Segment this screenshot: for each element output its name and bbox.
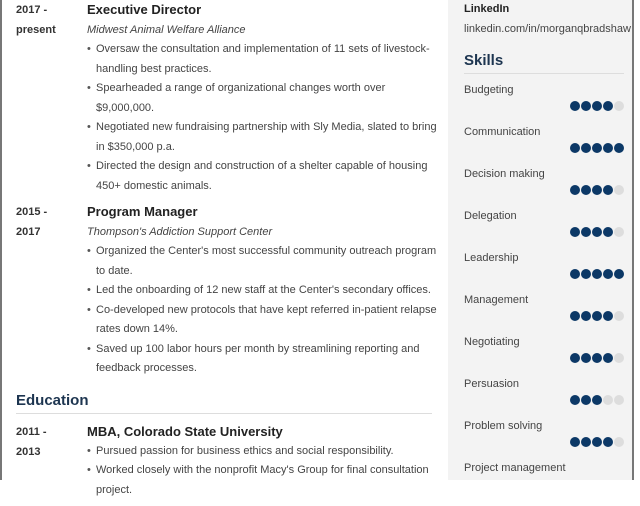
rating-dot-filled [592, 227, 602, 237]
organization: Thompson's Addiction Support Center [87, 226, 273, 238]
organization: Midwest Animal Welfare Alliance [87, 24, 246, 36]
rating-dot-empty [614, 437, 624, 447]
skill-name: Negotiating [464, 336, 520, 348]
rating-dot-filled [570, 353, 580, 363]
rating-dot-filled [581, 353, 591, 363]
skill-name: Delegation [464, 210, 517, 222]
bullet: • Worked closely with the nonprofit Macy's Group for final consultation project. [96, 461, 437, 500]
rating-dot-filled [581, 311, 591, 321]
rating-dot-filled [581, 227, 591, 237]
rating-dot-filled [581, 101, 591, 111]
rating-dot-empty [614, 227, 624, 237]
skill-item [464, 419, 624, 461]
rating-dot-filled [603, 311, 613, 321]
entry-body [87, 422, 437, 501]
background-strip [634, 0, 640, 480]
bullet-list [87, 442, 437, 501]
date-end: present [16, 24, 56, 36]
rating-dot-empty [614, 185, 624, 195]
bullet: • Led the onboarding of 12 new staff at the Center's secondary offices. [96, 281, 437, 301]
skill-item [464, 293, 624, 335]
rating-dot-filled [614, 269, 624, 279]
rating-dot-filled [581, 269, 591, 279]
bullet: • Pursued passion for business ethics and social responsibility. [96, 442, 437, 462]
skill-name: Budgeting [464, 84, 514, 96]
rating-dot-filled [603, 269, 613, 279]
rating-dot-filled [570, 143, 580, 153]
skill-name: Communication [464, 126, 541, 138]
date-end: 2013 [16, 445, 41, 458]
rating-dot-filled [592, 311, 602, 321]
rating-dot-filled [592, 143, 602, 153]
date-start: 2015 - [16, 206, 48, 218]
bullet: • Oversaw the consultation and implementation of 11 sets of livestock-handling best practices. [96, 40, 437, 79]
rating-dot-filled [592, 353, 602, 363]
date-range [2, 422, 87, 501]
date-range [2, 202, 87, 379]
section-divider [464, 73, 624, 74]
education-entry [2, 422, 438, 501]
resume-sidebar [448, 0, 632, 480]
bullet-list [87, 40, 437, 196]
rating-dot-filled [592, 395, 602, 405]
skill-rating [570, 269, 624, 279]
rating-dot-filled [570, 269, 580, 279]
skill-item [464, 335, 624, 377]
rating-dot-filled [570, 227, 580, 237]
rating-dot-filled [592, 269, 602, 279]
skill-item [464, 167, 624, 209]
rating-dot-filled [581, 437, 591, 447]
skill-name: Management [464, 294, 529, 306]
skill-name: Project management [464, 462, 566, 474]
skill-rating [570, 353, 624, 363]
job-title: Executive Director [87, 2, 202, 17]
experience-entry [2, 202, 438, 379]
bullet: • Co-developed new protocols that have kept referred in-patient relapse rates down 14%. [96, 301, 437, 340]
skill-rating [570, 143, 624, 153]
rating-dot-filled [592, 101, 602, 111]
rating-dot-filled [603, 143, 613, 153]
skill-rating [570, 311, 624, 321]
skill-item [464, 83, 624, 125]
rating-dot-filled [603, 437, 613, 447]
skill-rating [570, 395, 624, 405]
rating-dot-filled [592, 437, 602, 447]
skill-name: Decision making [464, 168, 545, 180]
experience-entry [2, 0, 438, 196]
skill-name: Problem solving [464, 420, 543, 432]
date-start: 2011 - [16, 425, 47, 438]
rating-dot-filled [570, 437, 580, 447]
rating-dot-filled [581, 143, 591, 153]
linkedin-url[interactable]: linkedin.com/in/morganqbradshaw [464, 23, 631, 35]
date-end: 2017 [16, 226, 41, 238]
resume-main-column [2, 0, 448, 506]
bullet: • Negotiated new fundraising partnership with Sly Media, slated to bring in $350,000 p.a. [96, 118, 437, 157]
skill-rating [570, 101, 624, 111]
rating-dot-filled [581, 395, 591, 405]
date-range [2, 0, 87, 196]
rating-dot-empty [614, 311, 624, 321]
skill-name: Persuasion [464, 378, 520, 390]
entry-body [87, 0, 437, 196]
skill-rating [570, 227, 624, 237]
rating-dot-filled [592, 185, 602, 195]
rating-dot-filled [603, 227, 613, 237]
rating-dot-filled [570, 311, 580, 321]
job-title: Program Manager [87, 204, 198, 219]
rating-dot-empty [614, 353, 624, 363]
rating-dot-filled [570, 395, 580, 405]
skill-rating [570, 437, 624, 447]
bullet: • Directed the design and construction of a shelter capable of housing 450+ domestic animals. [96, 157, 437, 196]
skill-item [464, 125, 624, 167]
linkedin-label: LinkedIn [464, 3, 510, 15]
skill-item [464, 461, 624, 503]
skill-item [464, 377, 624, 419]
rating-dot-filled [603, 353, 613, 363]
rating-dot-empty [614, 395, 624, 405]
rating-dot-filled [570, 101, 580, 111]
skill-name: Leadership [464, 252, 519, 264]
entry-body [87, 202, 437, 379]
bullet: • Spearheaded a range of organizational changes worth over $9,000,000. [96, 79, 437, 118]
skills-heading: Skills [464, 52, 504, 69]
rating-dot-filled [603, 185, 613, 195]
degree-title: MBA, Colorado State University [87, 423, 283, 439]
bullet: • Saved up 100 labor hours per month by streamlining reporting and feedback processes. [96, 340, 437, 379]
rating-dot-empty [603, 395, 613, 405]
skill-item [464, 251, 624, 293]
rating-dot-filled [581, 185, 591, 195]
date-start: 2017 - [16, 4, 48, 16]
bullet: • Organized the Center's most successful community outreach program to date. [96, 242, 437, 281]
bullet-list [87, 242, 437, 379]
education-heading: Education [16, 391, 432, 414]
rating-dot-empty [614, 101, 624, 111]
rating-dot-filled [570, 185, 580, 195]
skill-item [464, 209, 624, 251]
rating-dot-filled [614, 143, 624, 153]
rating-dot-filled [603, 101, 613, 111]
skill-rating [570, 185, 624, 195]
